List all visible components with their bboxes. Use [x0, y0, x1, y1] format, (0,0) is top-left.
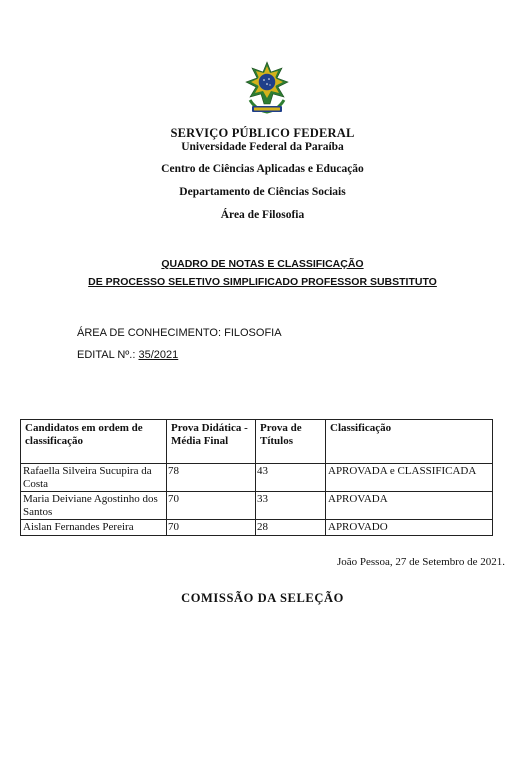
titles-score: 28 [256, 520, 326, 536]
header-titles-exam: Prova de Títulos [256, 420, 326, 464]
edital-line [77, 349, 178, 361]
titles-score: 33 [256, 492, 326, 520]
commission-signature: COMISSÃO DA SELEÇÃO [181, 591, 344, 605]
table-header-row [21, 420, 493, 464]
knowledge-area: ÁREA DE CONHECIMENTO: FILOSOFIA [77, 327, 282, 339]
document-title-line1: QUADRO DE NOTAS E CLASSIFICAÇÃO [161, 258, 364, 270]
header-didactic-exam: Prova Didática - Média Final [167, 420, 256, 464]
classification-status: APROVADA e CLASSIFICADA [326, 464, 493, 492]
header-candidates: Candidatos em ordem de classificação [21, 420, 167, 464]
classification-status: APROVADO [326, 520, 493, 536]
candidate-name: Maria Deiviane Agostinho dos Santos [21, 492, 167, 520]
candidate-name: Rafaella Silveira Sucupira da Costa [21, 464, 167, 492]
edital-number: 35/2021 [138, 349, 179, 361]
document-date: João Pessoa, 27 de Setembro de 2021. [336, 556, 505, 568]
classification-status: APROVADA [326, 492, 493, 520]
service-title: SERVIÇO PÚBLICO FEDERAL [170, 126, 355, 140]
document-title-line2: DE PROCESSO SELETIVO SIMPLIFICADO PROFESSOR SUBSTITUTO [88, 276, 437, 288]
titles-score: 43 [256, 464, 326, 492]
grades-table [20, 419, 493, 536]
table-row [21, 492, 493, 520]
candidate-name: Aislan Fernandes Pereira [21, 520, 167, 536]
brazil-coat-of-arms-icon [242, 60, 292, 118]
university-name: Universidade Federal da Paraíba [181, 141, 344, 153]
area-name: Área de Filosofia [220, 209, 305, 221]
edital-label: EDITAL Nº.: [77, 349, 139, 361]
department-name: Departamento de Ciências Sociais [179, 186, 346, 198]
center-name: Centro de Ciências Aplicadas e Educação [161, 163, 364, 175]
table-row [21, 464, 493, 492]
didactic-score: 70 [167, 520, 256, 536]
didactic-score: 78 [167, 464, 256, 492]
didactic-score: 70 [167, 492, 256, 520]
header-classification: Classificação [326, 420, 493, 464]
table-row [21, 520, 493, 536]
